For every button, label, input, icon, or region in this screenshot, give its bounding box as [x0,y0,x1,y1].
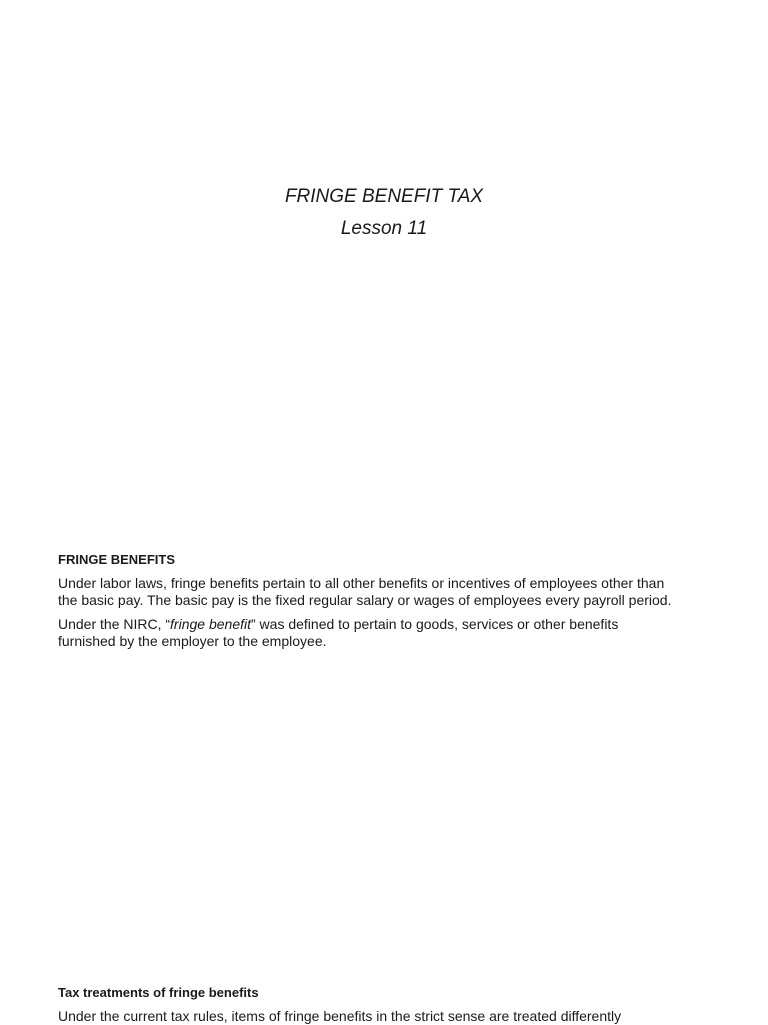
italic-term: fringe benefit [170,616,251,632]
section-heading: FRINGE BENEFITS [58,552,176,567]
paragraph-line: furnished by the employer to the employee. [58,633,327,649]
document-title: FRINGE BENEFIT TAX [284,186,484,207]
fringe-benefits-section [58,551,718,650]
paragraph-line [58,616,718,633]
paragraph-tax-rules [58,1008,718,1025]
paragraph-labor-laws [58,575,718,609]
paragraph-line: the basic pay. The basic pay is the fixed regular salary or wages of employees every payroll period. [58,592,672,608]
text-span: ” was defined to pertain to goods, services or other benefits [251,616,619,632]
paragraph-line: Under labor laws, fringe benefits pertain to all other benefits or incentives of employees other than [58,575,665,591]
paragraph-line: Under the current tax rules, items of fringe benefits in the strict sense are treated differently [58,1008,622,1024]
paragraph-nirc [58,616,718,650]
section-heading: Tax treatments of fringe benefits [58,985,259,1000]
text-span: Under the NIRC, “ [58,616,171,632]
lesson-subtitle: Lesson 11 [340,218,428,239]
tax-treatments-section [58,984,718,1025]
